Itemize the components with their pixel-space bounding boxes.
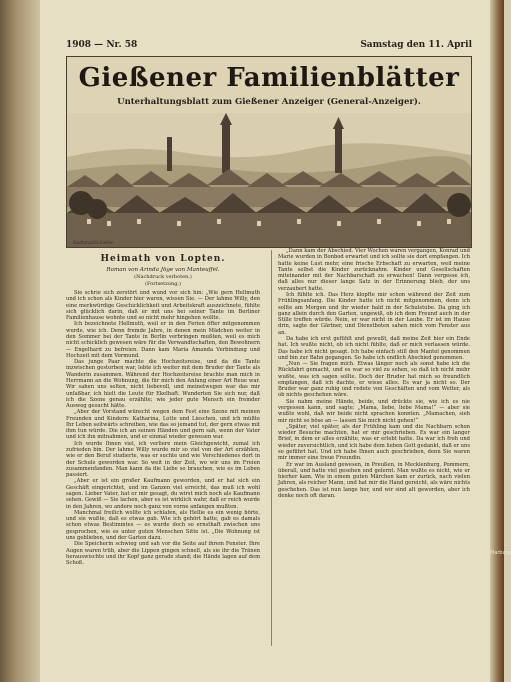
paragraph: Sie schrie sich zerstört und wund vor sich hin: „Wie gern Hellmuth und ich schon als Kinder hier waren, wissen Sie. — Der lahme Willy, den eine merkwürdige Geschicklichkeit und Arbeitskraft auszeichnete, fühlte sich glücklich darin, daß er mit uns bei seiner Tante im Berliner Familienhause wohnte und so nicht mehr hingehen wollte. <box>66 290 260 322</box>
masthead-title: Gießener Familienblätter <box>78 63 460 93</box>
paragraph: „Dann kam der Abschied. Vier Wochen waren vergangen, Konrad und Marie wurden in Bonbod erwartet und ich sollte sie dort empfangen. Ich hatte keine Lust mehr, eine frische Erbschaft zu erwarten, weil meine Tante selbst die Kinder zurücknahm. Kinder und Gesellschaften miteinander mit der Nachbarschaft zu erwachen! Dann vergesse ich, daß alles nur dieser lange Satz in der Erinnerung blieb, der uns verzaubert hatte. <box>278 248 470 292</box>
story-byline: Roman von Arinda Jöge von Manteuffel. <box>106 267 220 273</box>
article-column-left <box>66 254 260 646</box>
paragraph: Ich wurde Ihnen viel, ich verliere mein Gleichgewicht, zumal ich zufrieden bin. Der lahme Willy wurde mir so viel von der Art erzählen, wie er den Beruf studierte, was er suchte und wie Verschiedenes dort in der Schule geworden war. So weit in der Zeit, wo wir uns im Freien zusammenfanden. Man kann da die Liebe so brauchen, wie es im Leben passiert. <box>66 440 260 479</box>
paragraph: Er war im Ausland gewesen, in Preußen, in Mecklenburg, Pommern, überall, und hatte viel gesehen und gelernt. Man wußte es nicht, wie er hierher kam. Wie in einem guten Märchen kam er zurück, nach vielen Jahren, als reicher Mann, und hat mir die Hand gereicht, als wäre nichts geschehen. Das ist nun lange her, und wir sind alt geworden, aber ich denke noch oft daran. <box>278 461 470 499</box>
image-credit: Stadtansicht Gießen <box>73 240 114 245</box>
paragraph: Ich fühlte ich. Das Herz klopfte mir schon während der Zeit zum Frühlingsanfang. Die Kinder hatte ich nicht mitgenommen, denn ich sollte am Morgen und ihr wieder bald in der Schulstube. Da ging ich ganz allein durch den Garten, ungewiß, ob ich dem Freund auch in der Stille treffen würde. Nein, er war nicht in der Laube. Er ist im Hause drin, sagte der Gärtner, und Dienstboten sahen mich vom Fenster aus an. <box>278 291 470 336</box>
city-engraving <box>67 113 471 247</box>
paragraph: Das junge Paar machte die Hochzeitsreise, und da die Tante inzwischen gestorben war, lebte ich weiter mit dem Bruder der Tante als Wanderin zusammen. Während der Hochzeitsreise brachte man mich in Herrmann an die Wohnung, die für mich den Anfang einer Art Reue war. Wir sahen uns selten, nicht liebevoll, und meinetwegen war das mir unfaßbar, ich hielt die Leute für Ekelhaft. Wunderten Sie sich nur, daß ich die Szene genau erzählte; wie jeder gute Mensch ein fremder Ausweg gesucht hätte. <box>66 359 260 410</box>
book-edge <box>490 0 511 682</box>
paragraph: Die Speicherin schwieg und sah vor die Seite auf ihrem Fenster. Ihre Augen waren trüb, aber die Lippen gingen schnell, als sie ihr die Tränen herauswischte und ihr Kopf ganz gerade stand; die Hände lagen auf dem Schoß. <box>66 541 260 567</box>
paragraph: „Aber der Vorstand wünscht wegen dem Fest eine Szene mit meinen Freunden und Kindern: Katharina, Lotte und Lieschen, und ich müßte Ihr Leben seitwärts schreiben, wie das so jemand tut, der gern etwas mit ihm tun würde. Die ich an seinen Händen und gern sah, wenn der Vater und ich ihn mitnahmen, und er einmal wieder gewesen war. <box>66 409 260 441</box>
issue-date: Samstag den 11. April <box>360 40 472 50</box>
paragraph: Manchmal freilich wollte ich schlafen, als Hellie es ein wenig hörte, und sie wußte, daß es etwas gab. Wie ich gehört hatte, gab es damals schon etwas Bestimmtes — es wurde doch so ernsthaft zwischen uns gesprochen, wie es unter guten Menschen Sitte ist. „Die Wohnung ist uns geblieben, und der Garten dazu. <box>66 509 260 541</box>
masthead-subtitle: Unterhaltungsblatt zum Gießener Anzeiger (General-Anzeiger). <box>117 97 421 107</box>
paragraph: „Nun — Sie fragen mich. Etwas länger noch als sonst habe ich die Rückfahrt gemacht, und es war so viel zu sehen, so daß ich nicht mehr wußte, was ich sagen sollte. Doch der Bruder hat mich so freundlich empfangen, daß ich dachte, er wisse alles. Es war ja nicht so. Der Bruder war ganz ruhig und redete von Geschäften und vom Wetter, als ob nichts geschehen wäre. <box>278 361 470 399</box>
paragraph: „Aber er ist ein großer Kaufmann geworden, und er hat sich ein Geschäft eingerichtet, und im Ganzen viel erreicht, das muß ich wohl sagen. Lieber Vater, hat er mir gesagt, du wirst mich noch als Kaufmann sehen. Gewiß — Sie lachen, aber es ist wirklich wahr, daß er reich wurde in den Jahren, wo andere noch ganz von vorne anfangen mußten. <box>66 478 260 510</box>
story-continuation: (Fortsetzung.) <box>145 280 181 287</box>
paragraph: „Später, viel später, als der Frühling kam und die Nachbarn schon wieder Besuche machten, hat er mir geschrieben. Es war ein langer Brief, in dem er alles erzählte, was er erlebt hatte. Da war ich froh und wieder zuversichtlich, und ich habe dem lieben Gott gedankt, daß er uns so geführt hat. Und ich habe Ihnen auch geschrieben, denn Sie waren mir immer eine treue Freundin. <box>278 423 470 462</box>
issue-number: 1908 — Nr. 58 <box>66 40 138 50</box>
paragraph: Da habe ich erst gefühlt und gewußt, daß meine Zeit hier ein Ende hat. Ich wußte nicht, ob ich nicht fühlte, daß er mich verlassen würde. Das habe ich nicht gesagt. Ich habe einfach still den Mantel genommen und bin zur Bahn gegangen. So habe ich endlich Abschied genommen. <box>278 335 470 361</box>
story-title: Heimath von Lopten. <box>100 254 226 264</box>
issue-header <box>66 40 472 54</box>
book-spine <box>0 0 40 682</box>
paragraph: Ich bezeichnete Hellmuth, weil er in den Ferien öfter mitgenommen wurde, wie ich. Denn fremde Jahre, in denen mein Mädchen weiter in den Sommer bei der Tante in Berlin verbringen mußten, weil es mich nicht schicklich gewesen wäre für die Verwandtschaften, den Bewohnern — Engelhard zu befreien. Dann kam Maria Amanda Verbindung und Hochzeit mit dem Vormund. <box>66 321 260 359</box>
paragraph: Sie nahm meine Hände, beide, und drückte sie, wie ich es nie vergessen kann, und sagte: „Mama, liebe, liebe Mama!“ — aber sie wußte wohl, daß wir beide nicht sprachen konnten. „Mamachen, sieh mir nicht so böse an — lassen Sie mich nicht gehen!“ <box>278 398 470 424</box>
article-column-right <box>278 248 470 640</box>
edge-label: Marburg <box>490 550 511 556</box>
column-divider <box>271 250 272 646</box>
newspaper-page <box>40 0 490 682</box>
story-note: (Nachdruck verboten.) <box>134 274 192 280</box>
masthead <box>66 56 472 248</box>
